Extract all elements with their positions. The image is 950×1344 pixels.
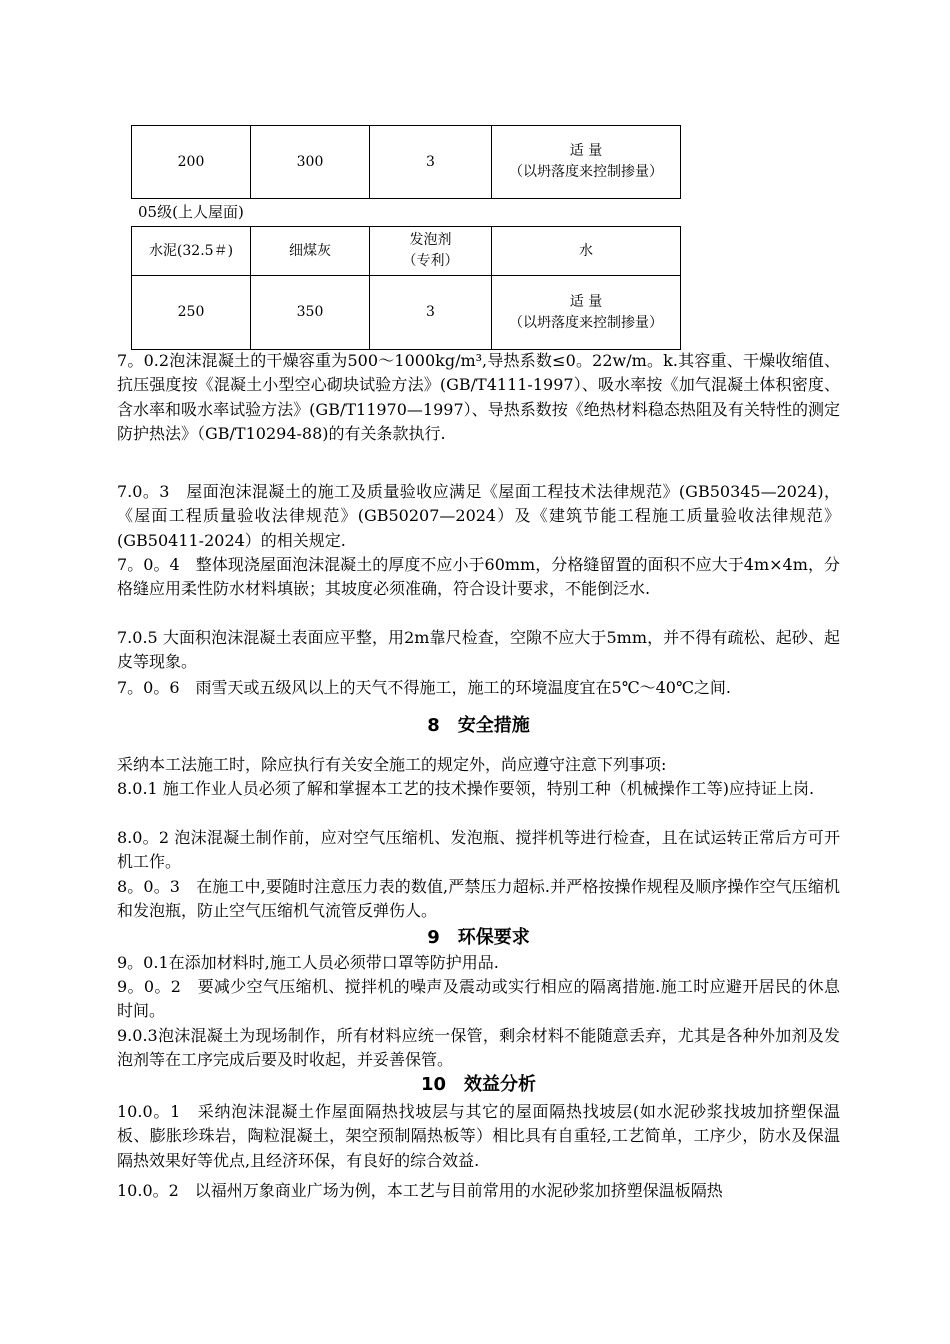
- paragraph-9-0-2: 9。0。2 要减少空气压缩机、搅拌机的噪声及震动或实行相应的隔离措施.施工时应避开居民的休息时间。: [117, 977, 840, 1021]
- paragraph-7-0-3: 7.0。3 屋面泡沫混凝土的施工及质量验收应满足《屋面工程技术法律规范》(GB50345—2024)，《屋面工程质量验收法律规范》(GB50207—2024）及《建筑节能工程施工质量验收法律规范》(GB50411-2024）的相关规定.: [117, 482, 840, 550]
- paragraph-7-0-6: 7。0。6 雨雪天或五级风以上的天气不得施工，施工的环境温度宜在5℃～40℃之间.: [117, 678, 731, 697]
- table-cell: 300: [251, 126, 370, 199]
- paragraph-8-0-2: 8.0。2 泡沫混凝土制作前，应对空气压缩机、发泡瓶、搅拌机等进行检查，且在试运转正常后方可开机工作。: [117, 828, 840, 872]
- table-cell: 3: [370, 276, 492, 350]
- table-row: [132, 126, 681, 199]
- column-header: 水泥(32.5＃): [132, 227, 251, 276]
- paragraph-8-intro: 采纳本工法施工时，除应执行有关安全施工的规定外，尚应遵守注意下列事项:: [117, 755, 667, 774]
- table-cell: 200: [132, 126, 251, 199]
- paragraph-7-0-2: 7。0.2泡沫混凝土的干燥容重为500～1000kg/m³,导热系数≤0。22w/m。k.其容重、干燥收缩值、抗压强度按《混凝土小型空心砌块试验方法》(GB/T4111-1997）、吸水率按《加气混凝土体积密度、含水率和吸水率试验方法》(GB/T11970—1997）、导热系数按《绝热材料稳态热阻及有关特性的测定 防护热法》（GB/T10294-88)的有关条款执行.: [117, 351, 840, 444]
- paragraph-9-0-3: 9.0.3泡沫混凝土为现场制作，所有材料应统一保管，剩余材料不能随意丢弃，尤其是各种外加剂及发泡剂等在工序完成后要及时收起，并妥善保管。: [117, 1026, 840, 1070]
- table-cell: 适 量 （以坍落度来控制掺量）: [492, 276, 681, 350]
- paragraph-9-0-1: 9。0.1在添加材料时,施工人员必须带口罩等防护用品.: [117, 953, 499, 972]
- paragraph-7-0-4: 7。0。4 整体现浇屋面泡沫混凝土的厚度不应小于60mm，分格缝留置的面积不应大于4m×4m，分格缝应用柔性防水材料填嵌；其坡度必须准确，符合设计要求，不能倒泛水.: [117, 555, 840, 599]
- paragraph-8-0-1: 8.0.1 施工作业人员必须了解和掌握本工艺的技术操作要领，特别工种（机械操作工等)应持证上岗.: [117, 779, 815, 798]
- section-heading-8: 8 安全措施: [427, 715, 530, 736]
- paragraph-7-0-5: 7.0.5 大面积泡沫混凝土表面应平整，用2m靠尺检查，空隙不应大于5mm，并不得有疏松、起砂、起皮等现象。: [117, 628, 840, 672]
- paragraph-10-0-2: 10.0。2 以福州万象商业广场为例，本工艺与目前常用的水泥砂浆加挤塑保温板隔热: [117, 1181, 723, 1200]
- table-cell: 250: [132, 276, 251, 350]
- column-header: 水: [492, 227, 681, 276]
- paragraph-8-0-3: 8。0。3 在施工中,要随时注意压力表的数值,严禁压力超标.并严格按操作规程及顺序操作空气压缩机和发泡瓶，防止空气压缩机气流管反弹伤人。: [117, 877, 840, 921]
- table-cell: 350: [251, 276, 370, 350]
- mix-table-1: [131, 125, 681, 199]
- section-heading-10: 10 效益分析: [420, 1074, 537, 1095]
- mix-table-2: [131, 226, 681, 350]
- paragraph-10-0-1: 10.0。1 采纳泡沫混凝土作屋面隔热找坡层与其它的屋面隔热找坡层(如水泥砂浆找坡加挤塑保温板、膨胀珍珠岩，陶粒混凝土，架空预制隔热板等）相比具有自重轻,工艺简单，工序少，防水及保温隔热效果好等优点,且经济环保，有良好的综合效益.: [117, 1102, 840, 1170]
- table-row: [132, 276, 681, 350]
- table-cell: 适 量 （以坍落度来控制掺量）: [492, 126, 681, 199]
- column-header: 细煤灰: [251, 227, 370, 276]
- section-heading-9: 9 环保要求: [427, 927, 530, 948]
- table-cell: 3: [370, 126, 492, 199]
- column-header: 发泡剂 （专利）: [370, 227, 492, 276]
- grade-label: 05级(上人屋面): [138, 203, 244, 221]
- table-header-row: [132, 227, 681, 276]
